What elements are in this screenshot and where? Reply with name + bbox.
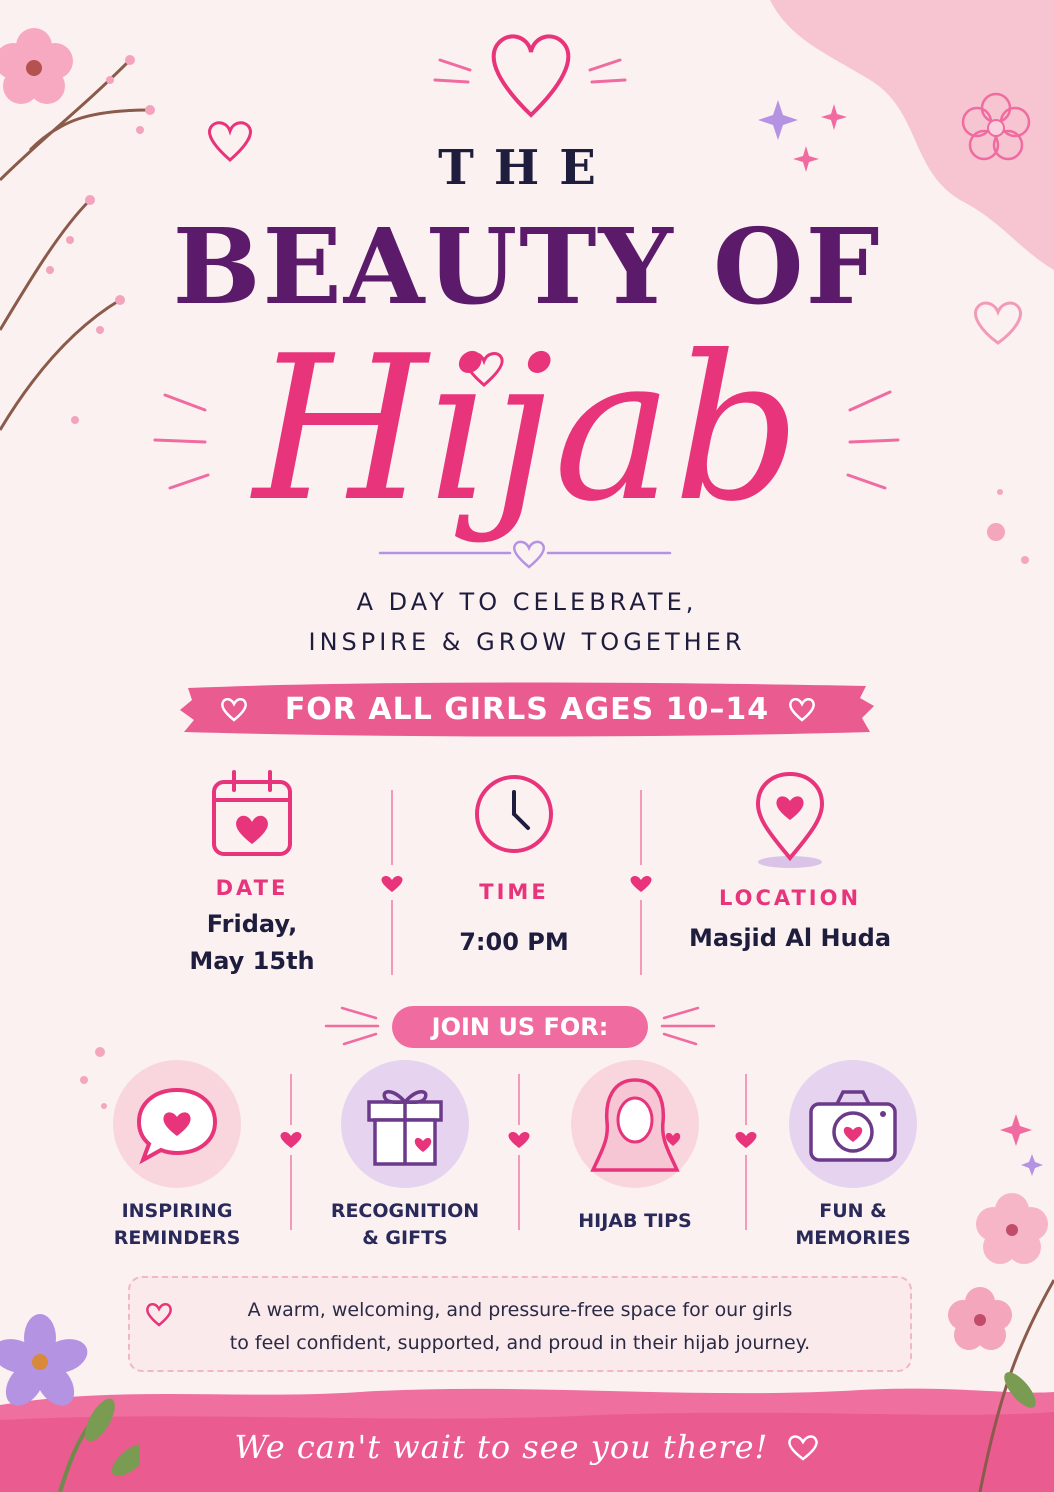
activity-icon-circle bbox=[789, 1060, 917, 1188]
tagline-line-1: A DAY TO CELEBRATE, bbox=[356, 588, 698, 616]
footer-text: We can't wait to see you there! bbox=[234, 1428, 769, 1466]
location-label: LOCATION bbox=[718, 886, 862, 910]
time-label: TIME bbox=[479, 880, 549, 904]
title-hijab-script: Hijab bbox=[253, 313, 801, 546]
activity-hijab-tips bbox=[530, 1060, 740, 1235]
tagline-line-2: INSPIRE & GROW TOGETHER bbox=[308, 628, 746, 656]
hijab-figure-icon bbox=[571, 1060, 699, 1188]
audience-banner bbox=[180, 678, 874, 740]
time-block bbox=[404, 770, 624, 961]
activity-fun-memories bbox=[748, 1060, 958, 1252]
confetti-dots bbox=[70, 1040, 130, 1130]
location-pin-icon bbox=[748, 770, 832, 870]
calendar-heart-icon bbox=[210, 770, 294, 858]
footer-message bbox=[0, 1428, 1054, 1466]
speech-bubble-heart-icon bbox=[113, 1060, 241, 1188]
title-the: THE bbox=[438, 140, 616, 196]
activity-icon-circle bbox=[113, 1060, 241, 1188]
gift-box-icon bbox=[341, 1060, 469, 1188]
date-block bbox=[142, 770, 362, 980]
join-us-heading: JOIN US FOR: bbox=[392, 1006, 648, 1048]
heart-outline-icon bbox=[788, 696, 816, 722]
camera-icon bbox=[789, 1060, 917, 1188]
date-label: DATE bbox=[215, 876, 289, 900]
time-value: 7:00 PM bbox=[459, 928, 569, 956]
activity-label: INSPIRING REMINDERS bbox=[113, 1200, 241, 1249]
audience-text: FOR ALL GIRLS AGES 10–14 bbox=[284, 692, 770, 727]
welcome-note-text: A warm, welcoming, and pressure-free space for our girls to feel confident, supported, and proud in their hijab journey. bbox=[229, 1299, 811, 1354]
activity-label: FUN & MEMORIES bbox=[795, 1200, 911, 1249]
heart-outline-icon bbox=[786, 1432, 820, 1462]
clock-icon bbox=[472, 770, 556, 858]
activity-label: HIJAB TIPS bbox=[578, 1210, 692, 1232]
activity-icon-circle bbox=[571, 1060, 699, 1188]
welcome-note-box bbox=[128, 1276, 912, 1372]
activity-label: RECOGNITION & GIFTS bbox=[330, 1200, 480, 1249]
sparkle-icon bbox=[996, 1110, 1054, 1180]
location-block bbox=[680, 770, 900, 957]
location-value: Masjid Al Huda bbox=[688, 924, 892, 952]
activity-recognition-gifts bbox=[300, 1060, 510, 1252]
date-value: Friday, May 15th bbox=[189, 910, 315, 975]
activity-icon-circle bbox=[341, 1060, 469, 1188]
title-beauty-of: BEAUTY OF bbox=[172, 205, 882, 328]
